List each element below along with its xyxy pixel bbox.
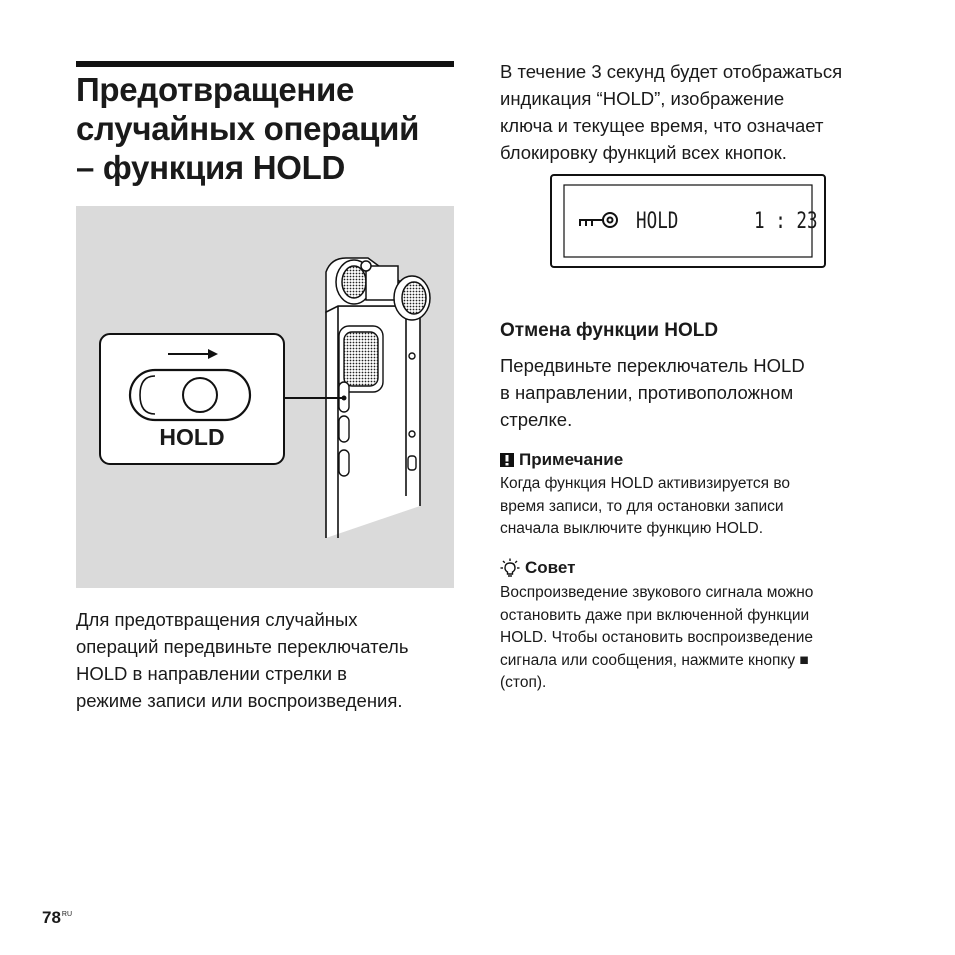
note-line: сначала выключите функцию HOLD.: [500, 520, 764, 537]
note-heading-text: Примечание: [519, 450, 624, 469]
tip-heading: [500, 558, 575, 578]
page-number-suffix: RU: [61, 911, 73, 918]
page-title: [76, 70, 476, 187]
tip-line: (стоп).: [500, 674, 547, 691]
tip-body-text: [500, 582, 890, 695]
body-line: индикация “HOLD”, изображение: [500, 88, 785, 109]
cancel-body-text: [500, 352, 890, 433]
recorder-drawing: [76, 206, 454, 588]
cancel-section-title: Отмена функции HOLD: [500, 320, 719, 341]
hold-switch-knob: [183, 378, 217, 412]
note-line: Когда функция HOLD активизируется во: [500, 475, 791, 492]
title-line: случайных операций: [76, 110, 420, 147]
left-body-text: [76, 606, 466, 714]
note-icon: [500, 453, 514, 467]
hold-display: [550, 174, 826, 268]
tip-line: Воспроизведение звукового сигнала можно: [500, 584, 814, 601]
title-rule: [76, 61, 454, 67]
note-line: время записи, то для остановки записи: [500, 497, 784, 515]
body-line: HOLD в направлении стрелки в: [76, 663, 347, 684]
tip-heading-text: Совет: [525, 558, 576, 577]
page-number-value: 78: [42, 908, 61, 927]
body-line: стрелке.: [500, 409, 573, 430]
hold-switch-label: HOLD: [159, 424, 225, 450]
lightbulb-icon: [500, 558, 520, 578]
body-line: Передвиньте переключатель HOLD: [500, 355, 805, 376]
title-line: Предотвращение: [76, 71, 355, 108]
body-line: ключа и текущее время, что означает: [500, 115, 824, 136]
body-line: режиме записи или воспроизведения.: [76, 690, 403, 711]
recorder-illustration: [76, 206, 454, 588]
hold-indicator-text: HOLD: [636, 209, 679, 234]
body-line: операций передвиньте переключатель: [76, 636, 409, 657]
page-number: [42, 908, 72, 928]
tip-line: сигнала или сообщения, нажмите кнопку ■: [500, 651, 809, 669]
body-line: в направлении, противоположном: [500, 382, 794, 403]
body-line: блокировку функций всех кнопок.: [500, 142, 787, 163]
note-heading: [500, 450, 623, 470]
body-line: Для предотвращения случайных: [76, 609, 358, 630]
tip-line: HOLD. Чтобы остановить воспроизведение: [500, 629, 814, 646]
body-line: В течение 3 секунд будет отображаться: [500, 61, 843, 82]
tip-line: остановить даже при включенной функции: [500, 606, 810, 624]
right-intro-text: [500, 58, 890, 166]
title-line: – функция HOLD: [76, 149, 346, 186]
note-body-text: [500, 473, 890, 541]
time-text: 1 : 23: [754, 209, 818, 234]
